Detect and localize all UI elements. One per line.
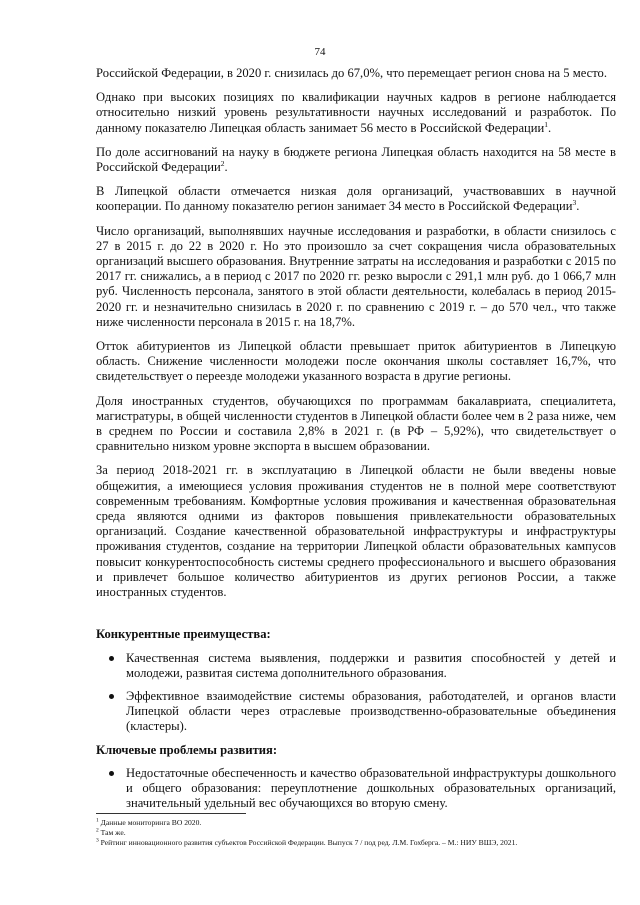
sentence-end: . <box>548 120 552 135</box>
paragraph-text: По доле ассигнований на науку в бюджете региона Липецкая область находится на 58 месте в Российской Федерации <box>96 144 616 175</box>
paragraph <box>96 145 616 175</box>
bullet-icon <box>109 656 114 661</box>
paragraph: Отток абитуриентов из Липецкой области превышает приток абитуриентов в Липецкую область. Снижение численности молодежи после окончания школы составляет 16,7%, что свидетельствует о переезде молодежи указанного возраста в другие регионы. <box>96 339 616 384</box>
footnote-mark: 3 <box>96 837 99 844</box>
list-item <box>96 766 616 812</box>
footnote-divider <box>96 813 246 814</box>
paragraph: За период 2018-2021 гг. в эксплуатацию в Липецкой области не были введены новые общежития, а имеющиеся условия проживания студентов не в полной мере соответствуют современным требованиям. Комфортные условия проживания и качественная образовательная среда являются одними из факторов повышения привлекательности образовательных организаций. Создание качественной образовательной инфраструктуры и инфраструктуры проживания студентов, создание на территории Липецкой области образовательных кампусов повысит конкурентоспособность системы среднего профессионального и высшего образования и привлечет большое количество абитуриентов из других регионов России, а также иностранных студентов. <box>96 463 616 600</box>
footnotes <box>96 818 616 847</box>
list-item-text: Эффективное взаимодействие системы образования, работодателей, и органов власти Липецкой области через отраслевые производственно-образовательные объединения (кластеры). <box>126 688 616 734</box>
footnote-mark: 2 <box>96 827 99 834</box>
paragraph <box>96 184 616 214</box>
paragraph: Российской Федерации, в 2020 г. снизилась до 67,0%, что перемещает регион снова на 5 место. <box>96 66 607 80</box>
bullet-icon <box>109 694 114 699</box>
paragraph: Число организаций, выполнявших научные исследования и разработки, в области снизилось с 27 в 2015 г. до 22 в 2020 г. Но это произошло за счет сокращения числа образовательных организаций высшего образования. Внутренние затраты на исследования и разработки с 2015 по 2017 гг. снижались, а в период с 2017 по 2020 гг. резко выросли с 291,1 млн руб. до 1 066,7 млн руб. Численность персонала, занятого в этой области деятельности, колебалась в период 2015-2020 гг. и незначительно снизилась в 2020 г. по сравнению с 2019 г. – до 570 чел., что также ниже численности персонала в 2015 г. на 18,7%. <box>96 223 616 329</box>
footnote-ref: 1 <box>544 119 549 129</box>
footnote-ref: 3 <box>572 198 577 208</box>
footnote-text: Данные мониторинга ВО 2020. <box>100 818 202 827</box>
footnote <box>96 818 616 828</box>
paragraph: Доля иностранных студентов, обучающихся по программам бакалавриата, специалитета, магистратуры, в общей численности студентов в Липецкой области более чем в 2 раза ниже, чем в среднем по России и составила 2,8% в 2021 г. (в РФ – 5,92%), что свидетельствует о сравнительно низком уровне экспорта в высшем образовании. <box>96 393 616 454</box>
footnote <box>96 828 616 838</box>
paragraph-text: В Липецкой области отмечается низкая доля организаций, участвовавших в научной кооперации. По данному показателю регион занимает 34 место в Российской Федерации <box>96 184 616 214</box>
problems-list <box>96 766 616 812</box>
sentence-end: . <box>576 199 580 214</box>
section-heading-problems: Ключевые проблемы развития: <box>96 742 278 757</box>
section-heading-advantages: Конкурентные преимущества: <box>96 627 271 642</box>
paragraph <box>96 90 616 136</box>
footnote-ref: 2 <box>220 158 225 168</box>
paragraph-text: Однако при высоких позициях по квалификации научных кадров в регионе наблюдается относительно низкий уровень результативности научных исследований и разработок. По данному показателю Липецкая область занимает 56 место в Российской Федерации <box>96 90 616 135</box>
page-number: 74 <box>314 46 326 58</box>
list-item-text: Недостаточные обеспеченность и качество образовательной инфраструктуры дошкольного и общего образования: переуплотнение дошкольных образовательных организаций, значительный удельный вес обучающихся во вторую смену. <box>126 765 616 811</box>
footnote <box>96 838 616 848</box>
sentence-end: . <box>224 160 228 175</box>
list-item <box>96 651 616 681</box>
list-item-text: Качественная система выявления, поддержки и развития способностей у детей и молодежи, развитая система дополнительного образования. <box>126 650 616 680</box>
list-item <box>96 689 616 735</box>
footnote-mark: 1 <box>96 817 99 824</box>
footnote-text: Там же. <box>100 827 126 837</box>
main-text <box>96 66 616 819</box>
footnote-text: Рейтинг инновационного развития субъектов Российской Федерации. Выпуск 7 / под ред. Л.М. Гохберга. – М.: НИУ ВШЭ, 2021. <box>100 837 518 847</box>
advantages-list <box>96 651 616 735</box>
bullet-icon <box>109 771 114 776</box>
